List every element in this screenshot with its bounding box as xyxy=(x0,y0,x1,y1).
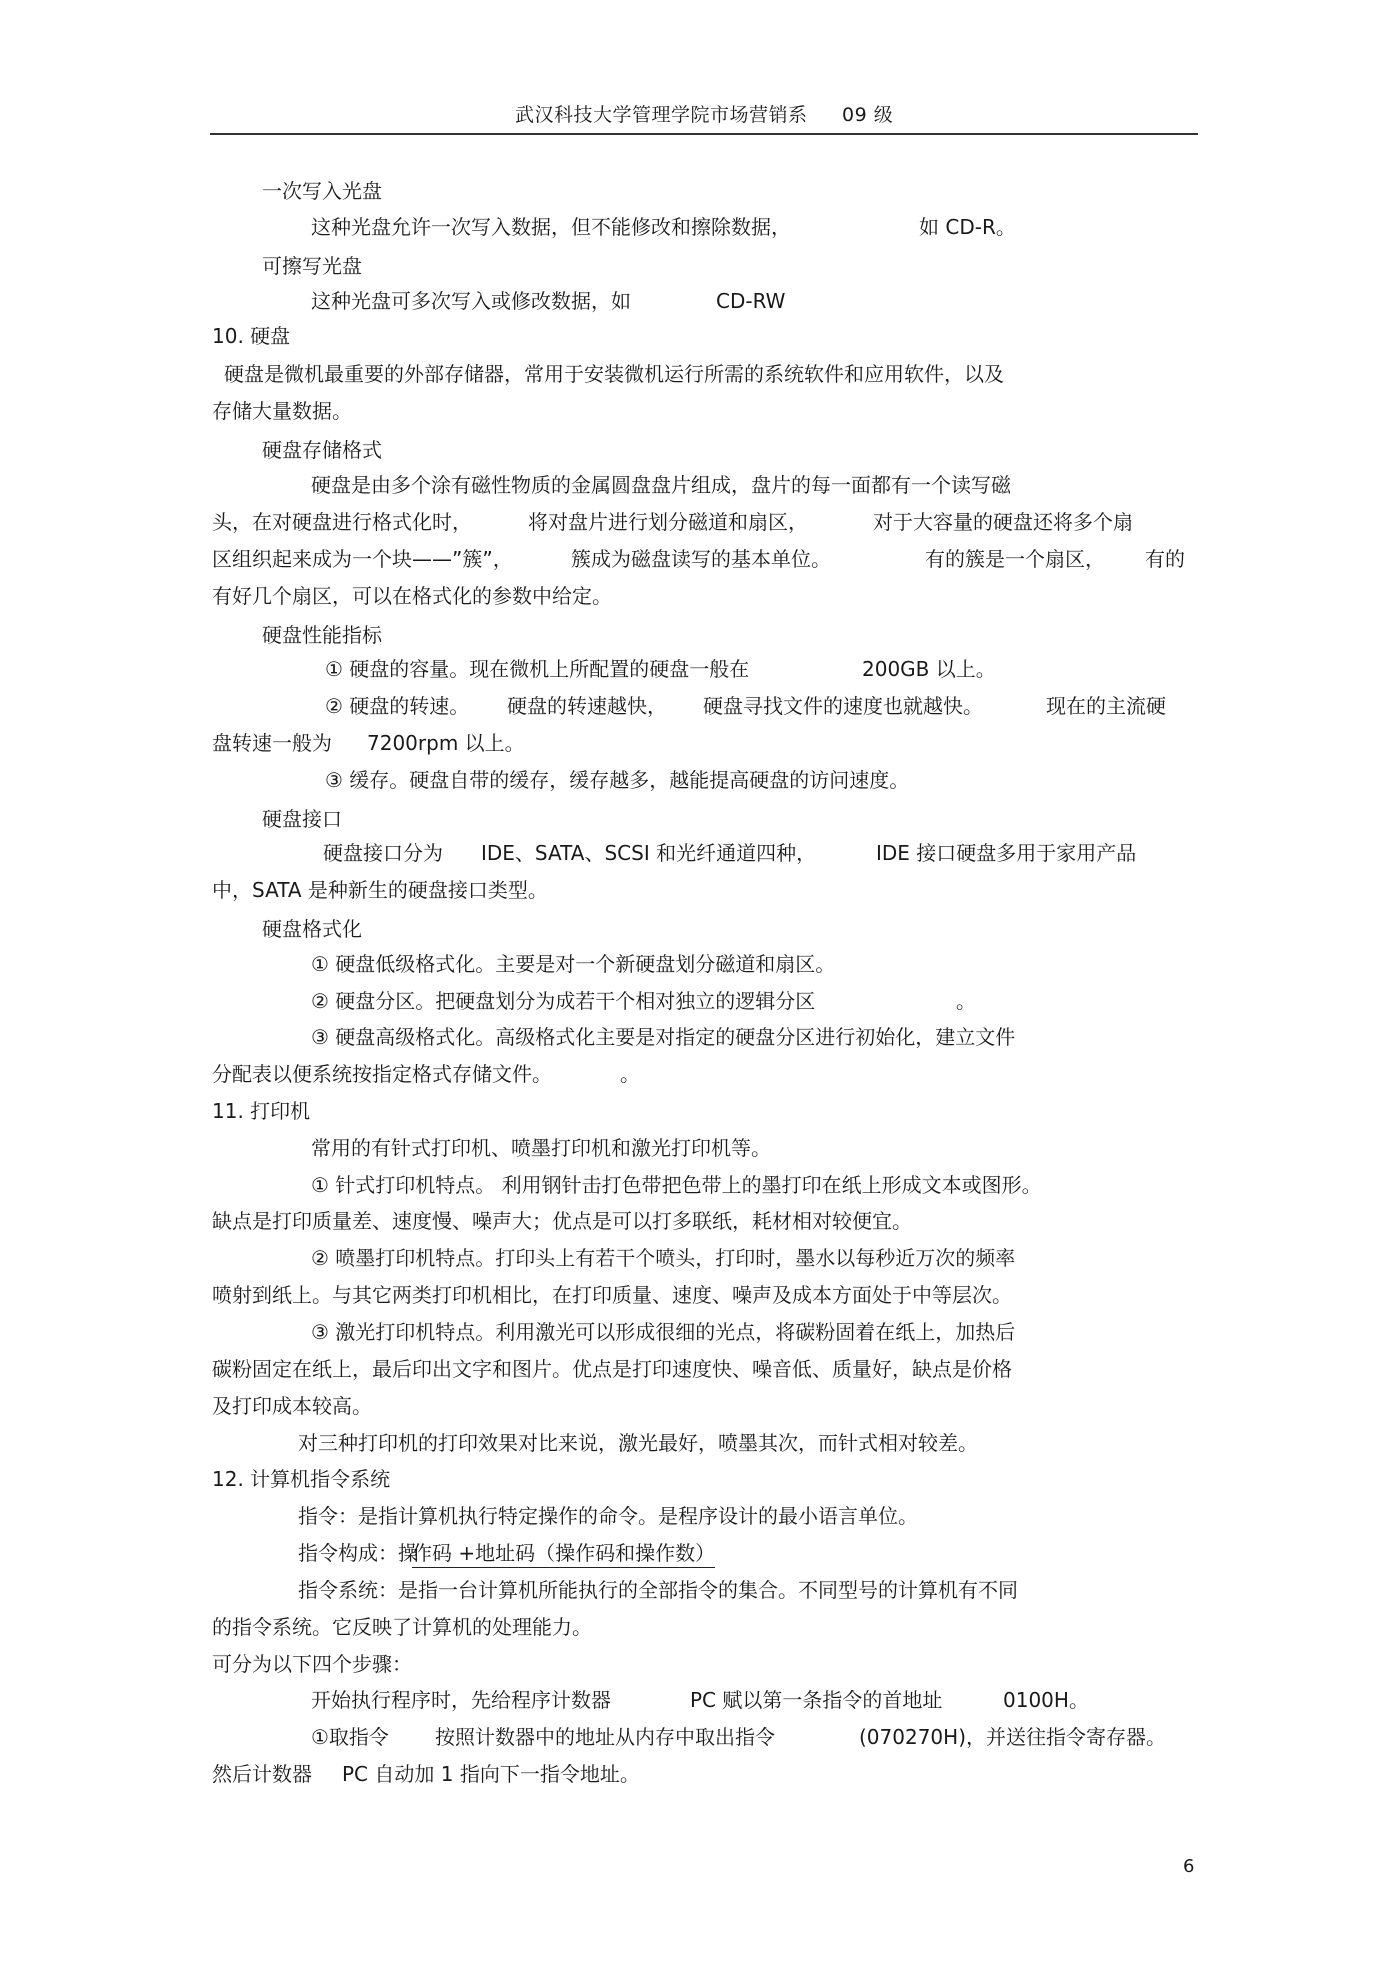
text-line: ② 硬盘的转速。 xyxy=(325,694,470,718)
text-line: ①取指令 xyxy=(311,1725,389,1749)
page-header xyxy=(0,100,1398,130)
text-line: 可擦写光盘 xyxy=(262,254,362,278)
header-school: 武汉科技大学管理学院市场营销系 xyxy=(515,104,808,126)
text-line: ③ 硬盘高级格式化。高级格式化主要是对指定的硬盘分区进行初始化，建立文件 xyxy=(311,1025,1016,1049)
text-line: 开始执行程序时，先给程序计数器 xyxy=(311,1688,611,1712)
text-line: 11. 打印机 xyxy=(212,1099,311,1123)
text-line: 分配表以便系统按指定格式存储文件。 xyxy=(212,1062,552,1086)
header-grade: 09 级 xyxy=(842,104,894,126)
underlined-text: 作码 +地址码（操作码和操作数） xyxy=(412,1540,715,1568)
text-line: 指令系统：是指一台计算机所能执行的全部指令的集合。不同型号的计算机有不同 xyxy=(298,1578,1018,1602)
page-number: 6 xyxy=(1183,1856,1195,1877)
text-line: 盘转速一般为 xyxy=(212,731,332,755)
text-line: 头，在对硬盘进行格式化时， xyxy=(212,510,472,534)
text-line: 及打印成本较高。 xyxy=(212,1394,372,1418)
text-line: PC 赋以第一条指令的首地址 xyxy=(690,1688,943,1712)
text-line: 硬盘性能指标 xyxy=(262,623,382,647)
text-line: 有的簇是一个扇区， xyxy=(925,547,1105,571)
text-line: 0100H。 xyxy=(1003,1688,1089,1712)
text-line: 硬盘是由多个涂有磁性物质的金属圆盘盘片组成，盘片的每一面都有一个读写磁 xyxy=(311,473,1011,497)
text-line: 硬盘接口分为 xyxy=(323,841,443,865)
text-line: 中，SATA 是种新生的硬盘接口类型。 xyxy=(212,878,548,902)
text-line: 7200rpm 以上。 xyxy=(367,731,525,755)
text-line: 喷射到纸上。与其它两类打印机相比，在打印质量、速度、噪声及成本方面处于中等层次。 xyxy=(212,1283,1012,1307)
text-line: 区组织起来成为一个块——”簇”， xyxy=(212,547,513,571)
text-line: 硬盘接口 xyxy=(262,807,342,831)
text-line: ② 喷墨打印机特点。打印头上有若干个喷头，打印时，墨水以每秒近万次的频率 xyxy=(311,1246,1016,1270)
text-line: 常用的有针式打印机、喷墨打印机和激光打印机等。 xyxy=(311,1136,771,1160)
text-line: 按照计数器中的地址从内存中取出指令 xyxy=(435,1725,775,1749)
text-line: 有的 xyxy=(1145,547,1185,571)
text-line: ③ 缓存。硬盘自带的缓存，缓存越多，越能提高硬盘的访问速度。 xyxy=(325,768,910,792)
text-line: ③ 激光打印机特点。利用激光可以形成很细的光点，将碳粉固着在纸上，加热后 xyxy=(311,1320,1016,1344)
text-line: 簇成为磁盘读写的基本单位。 xyxy=(571,547,831,571)
text-line: 这种光盘允许一次写入数据，但不能修改和擦除数据， xyxy=(311,215,791,239)
text-line: ① 硬盘的容量。现在微机上所配置的硬盘一般在 xyxy=(325,657,750,681)
text-line: IDE、SATA、SCSI 和光纤通道四种， xyxy=(481,841,817,865)
text-line: 有好几个扇区，可以在格式化的参数中给定。 xyxy=(212,584,612,608)
text-line: (070270H)，并送往指令寄存器。 xyxy=(859,1725,1166,1749)
text-line: 对于大容量的硬盘还将多个扇 xyxy=(873,510,1133,534)
text-line: 存储大量数据。 xyxy=(212,399,352,423)
text-line: 200GB 以上。 xyxy=(862,657,996,681)
text-line: 如 CD-R。 xyxy=(919,215,1016,239)
header-rule xyxy=(210,133,1198,135)
text-line: 可分为以下四个步骤： xyxy=(212,1652,412,1676)
text-line: 硬盘格式化 xyxy=(262,917,362,941)
text-line: 硬盘存储格式 xyxy=(262,438,382,462)
text-line: 。 xyxy=(956,989,976,1013)
text-line: 12. 计算机指令系统 xyxy=(212,1467,391,1491)
text-line: 碳粉固定在纸上，最后印出文字和图片。优点是打印速度快、噪音低、质量好，缺点是价格 xyxy=(212,1357,1012,1381)
text-line: PC 自动加 1 指向下一指令地址。 xyxy=(342,1762,640,1786)
text-line: 指令构成：操 xyxy=(298,1541,418,1565)
text-line: 将对盘片进行划分磁道和扇区， xyxy=(528,510,808,534)
text-line: CD-RW xyxy=(716,289,786,313)
text-line: IDE 接口硬盘多用于家用产品 xyxy=(876,841,1137,865)
text-line: 然后计数器 xyxy=(212,1762,312,1786)
text-line: 。 xyxy=(620,1062,640,1086)
text-line: ① 针式打印机特点。 利用钢针击打色带把色带上的墨打印在纸上形成文本或图形。 xyxy=(311,1173,1042,1197)
text-line: ② 硬盘分区。把硬盘划分为成若干个相对独立的逻辑分区 xyxy=(311,989,816,1013)
text-line: 一次写入光盘 xyxy=(262,179,382,203)
text-line: 的指令系统。它反映了计算机的处理能力。 xyxy=(212,1615,592,1639)
text-line: 10. 硬盘 xyxy=(212,324,291,348)
text-line: 缺点是打印质量差、速度慢、噪声大；优点是可以打多联纸，耗材相对较便宜。 xyxy=(212,1209,912,1233)
text-line: 硬盘是微机最重要的外部存储器，常用于安装微机运行所需的系统软件和应用软件，以及 xyxy=(224,362,1004,386)
text-line: 硬盘的转速越快， xyxy=(507,694,667,718)
text-line: 对三种打印机的打印效果对比来说，激光最好，喷墨其次，而针式相对较差。 xyxy=(298,1431,978,1455)
text-line: 现在的主流硬 xyxy=(1046,694,1166,718)
text-line: 硬盘寻找文件的速度也就越快。 xyxy=(703,694,983,718)
text-line: 这种光盘可多次写入或修改数据，如 xyxy=(311,289,631,313)
text-line: ① 硬盘低级格式化。主要是对一个新硬盘划分磁道和扇区。 xyxy=(311,952,836,976)
text-line: 指令：是指计算机执行特定操作的命令。是程序设计的最小语言单位。 xyxy=(298,1504,918,1528)
